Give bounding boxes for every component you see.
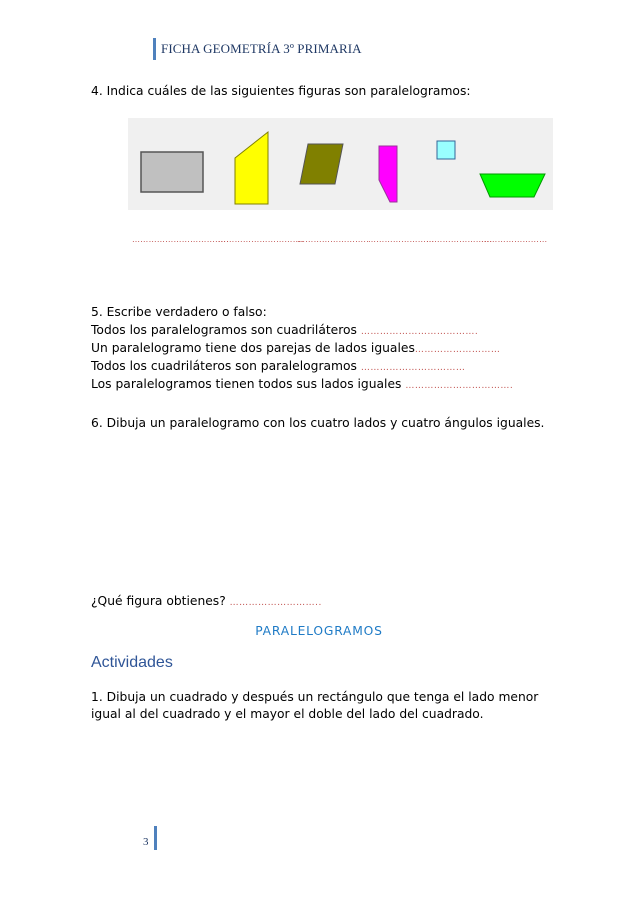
statement-3 [91,358,465,376]
figures-drawing [128,118,553,210]
question-6-followup-blank[interactable]: ……………………….. [229,598,322,608]
figure-cyan-square [437,141,455,159]
figure-olive-parallelogram [300,144,343,184]
header-accent-bar [153,38,156,60]
statement-1 [91,322,478,340]
activity-1-line-1: 1. Dibuja un cuadrado y después un rectángulo que tenga el lado menor [91,690,539,704]
page-header-title: FICHA GEOMETRÍA 3º PRIMARIA [161,41,362,56]
section-title: PARALELOGRAMOS [255,624,383,638]
figure-magenta-quadrilateral [379,146,397,202]
statement-1-text: Todos los paralelogramos son cuadriláteros [91,323,361,337]
figure-green-trapezoid [480,174,545,197]
statement-2 [91,340,500,358]
figure-rectangle [141,152,203,192]
statement-4-text: Los paralelogramos tienen todos sus lados iguales [91,377,406,391]
footer-accent-bar [154,826,157,850]
answer-blank-5[interactable]: …………………… [426,235,493,244]
statement-4-blank[interactable]: ……………………………. [405,381,514,391]
figure-yellow-trapezoid [235,132,268,204]
statement-4 [91,376,513,394]
answer-blank-4[interactable]: …………………… [368,235,435,244]
page-number: 3 [143,836,149,848]
question-4-prompt: 4. Indica cuáles de las siguientes figuras son paralelogramos: [91,84,471,98]
answer-blank-6[interactable]: …………………… [481,235,548,244]
question-6-prompt: 6. Dibuja un paralelogramo con los cuatro lados y cuatro ángulos iguales. [91,416,545,430]
figures-panel [128,118,553,210]
activities-heading: Actividades [91,654,173,671]
answer-blank-1[interactable]: …………………………….. [132,235,229,244]
statement-3-text: Todos los cuadriláteros son paralelogramos [91,359,361,373]
activity-1-line-2: igual al del cuadrado y el mayor el doble del lado del cuadrado. [91,707,484,721]
statement-2-text: Un paralelogramo tiene dos parejas de lados iguales [91,341,415,355]
question-6-followup-text: ¿Qué figura obtienes? [91,594,230,608]
statement-2-blank[interactable]: ……………………… [414,345,501,355]
statement-1-blank[interactable]: ………………………………. [360,327,479,337]
answer-blank-3[interactable]: …………………….. [297,235,370,244]
question-6-followup [91,593,322,611]
question-5-prompt: 5. Escribe verdadero o falso: [91,305,267,319]
answer-blank-2[interactable]: …………………………. [218,235,304,244]
statement-3-blank[interactable]: …………………………… [360,363,466,373]
